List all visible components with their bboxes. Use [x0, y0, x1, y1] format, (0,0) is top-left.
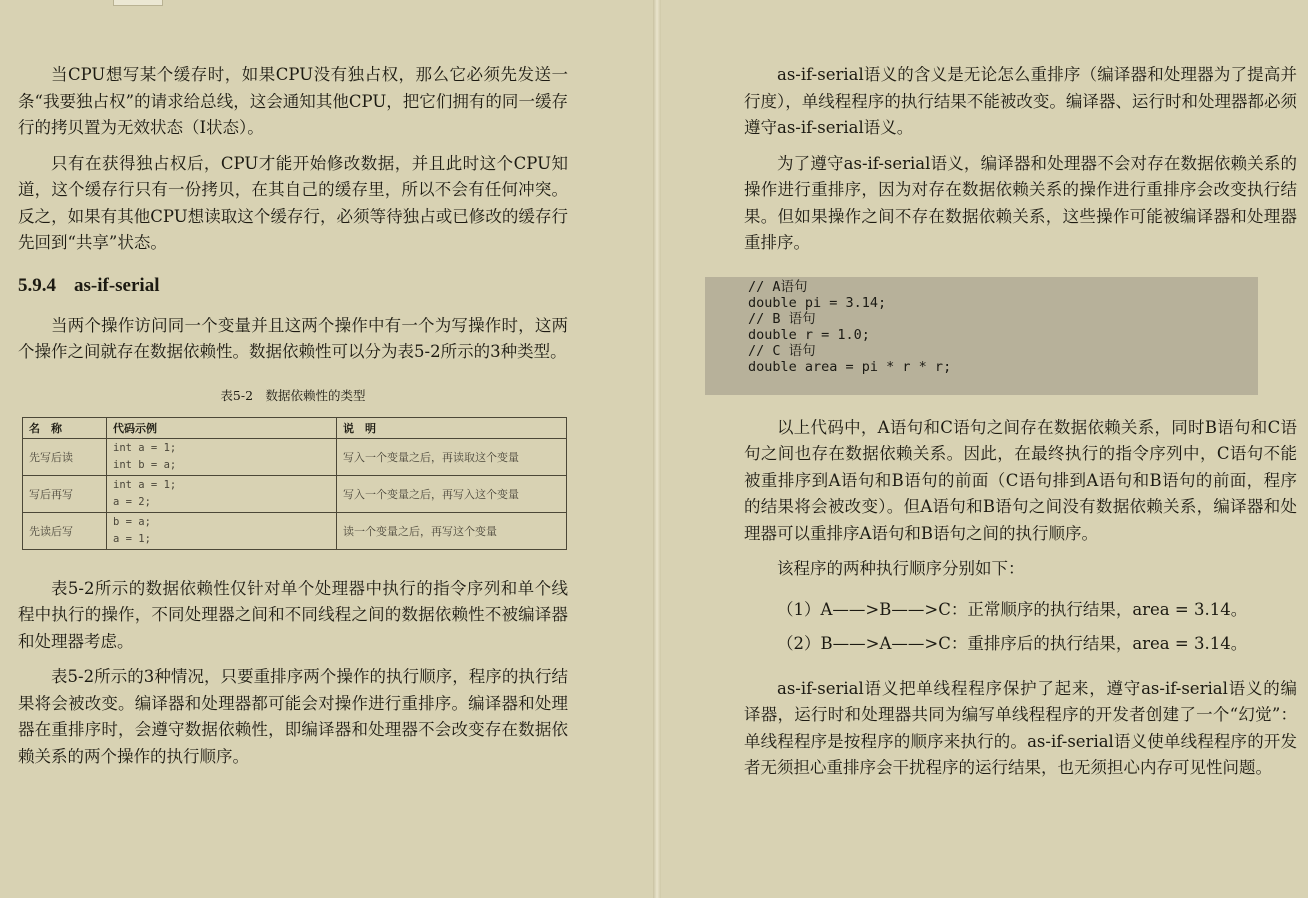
- dependency-table: [22, 417, 567, 550]
- paragraph: 表5-2所示的数据依赖性仅针对单个处理器中执行的指令序列和单个线程中执行的操作，不同处理器之间和不同线程之间的数据依赖性不被编译器和处理器考虑。: [18, 578, 568, 651]
- dependency-description: 写入一个变量之后，再读取这个变量: [337, 438, 567, 475]
- left-page: [0, 0, 653, 898]
- column-header-code: 代码示例: [107, 417, 337, 438]
- section-heading: [18, 275, 568, 297]
- book-gutter: [653, 0, 661, 898]
- right-page-content: [744, 62, 1297, 791]
- table-header-row: [23, 417, 567, 438]
- paragraph: as-if-serial语义把单线程程序保护了起来，遵守as-if-serial语义的编译器，运行时和处理器共同为编写单线程程序的开发者创建了一个“幻觉”：单线程程序是按程序的顺序来执行的。as-if-serial语义使单线程程序的开发者无须担心重排序会干扰程序的运行结果，也无须担心内存可见性问题。: [744, 678, 1297, 777]
- code-example: [107, 475, 337, 512]
- code-line: b = a;: [113, 515, 151, 528]
- code-line: int b = a;: [113, 458, 177, 471]
- paragraph: 表5-2所示的3种情况，只要重排序两个操作的执行顺序，程序的执行结果将会被改变。编译器和处理器都可能会对操作进行重排序。编译器和处理器在重排序时，会遵守数据依赖性，即编译器和处理器不会改变存在数据依赖关系的两个操作的执行顺序。: [18, 667, 568, 766]
- paragraph: as-if-serial语义的含义是无论怎么重排序（编译器和处理器为了提高并行度），单线程程序的执行结果不能被改变。编译器、运行时和处理器都必须遵守as-if-serial语义。: [744, 65, 1297, 137]
- dependency-description: 读一个变量之后，再写这个变量: [337, 512, 567, 549]
- paragraph: 以上代码中，A语句和C语句之间存在数据依赖关系，同时B语句和C语句之间也存在数据依赖关系。因此，在最终执行的指令序列中，C语句不能被重排序到A语句和B语句的前面（C语句排到A语句和B语句的前面，程序的结果将会被改变）。但A语句和B语句之间没有数据依赖关系，编译器和处理器可以重排序A语句和B语句之间的执行顺序。: [744, 417, 1297, 543]
- paragraph: 当CPU想写某个缓存时，如果CPU没有独占权，那么它必须先发送一条“我要独占权”的请求给总线，这会通知其他CPU，把它们拥有的同一缓存行的拷贝置为无效状态（I状态）。: [18, 65, 568, 137]
- code-line: double area = pi * r * r;: [748, 358, 952, 375]
- code-line: int a = 1;: [113, 478, 177, 491]
- dependency-name: 写后再写: [23, 475, 107, 512]
- code-block: [705, 277, 1258, 395]
- paragraph: 只有在获得独占权后，CPU才能开始修改数据，并且此时这个CPU知道，这个缓存行只有一份拷贝，在其自己的缓存里，所以不会有任何冲突。反之，如果有其他CPU想读取这个缓存行，必须等待独占或已修改的缓存行先回到“共享”状态。: [18, 153, 568, 252]
- dependency-description: 写入一个变量之后，再写入这个变量: [337, 475, 567, 512]
- code-line: // B 语句: [748, 310, 816, 327]
- code-line: double r = 1.0;: [748, 326, 870, 343]
- code-line: // A语句: [748, 278, 808, 295]
- paragraph: 该程序的两种执行顺序分别如下：: [777, 559, 1025, 578]
- table-row: [23, 438, 567, 475]
- dependency-name: 先写后读: [23, 438, 107, 475]
- section-title: as-if-serial: [74, 274, 160, 296]
- section-number: 5.9.4: [18, 274, 56, 296]
- table-row: [23, 475, 567, 512]
- paragraph: 当两个操作访问同一个变量并且这两个操作中有一个为写操作时，这两个操作之间就存在数据依赖性。数据依赖性可以分为表5-2所示的3种类型。: [18, 315, 568, 361]
- column-header-desc: 说 明: [337, 417, 567, 438]
- right-page: [661, 0, 1308, 898]
- code-line: double pi = 3.14;: [748, 294, 887, 311]
- list-item: （1）A——>B——>C：正常顺序的执行结果，area = 3.14。: [777, 599, 1248, 619]
- code-example: [107, 512, 337, 549]
- left-page-content: [18, 62, 568, 779]
- code-line: a = 1;: [113, 532, 151, 545]
- code-example: [107, 438, 337, 475]
- list-item: （2）B——>A——>C：重排序后的执行结果，area = 3.14。: [777, 634, 1248, 653]
- code-line: a = 2;: [113, 495, 151, 508]
- dependency-name: 先读后写: [23, 512, 107, 549]
- table-caption: 表5-2 数据依赖性的类型: [220, 387, 366, 403]
- execution-order-list: [744, 597, 1297, 658]
- page-tab-marker: [113, 0, 163, 6]
- column-header-name: 名 称: [23, 417, 107, 438]
- paragraph: 为了遵守as-if-serial语义，编译器和处理器不会对存在数据依赖关系的操作进行重排序，因为对存在数据依赖关系的操作进行重排序会改变执行结果。但如果操作之间不存在数据依赖关系，这些操作可能被编译器和处理器重排序。: [744, 153, 1297, 252]
- code-line: // C 语句: [748, 342, 816, 359]
- table-row: [23, 512, 567, 549]
- code-line: int a = 1;: [113, 441, 177, 454]
